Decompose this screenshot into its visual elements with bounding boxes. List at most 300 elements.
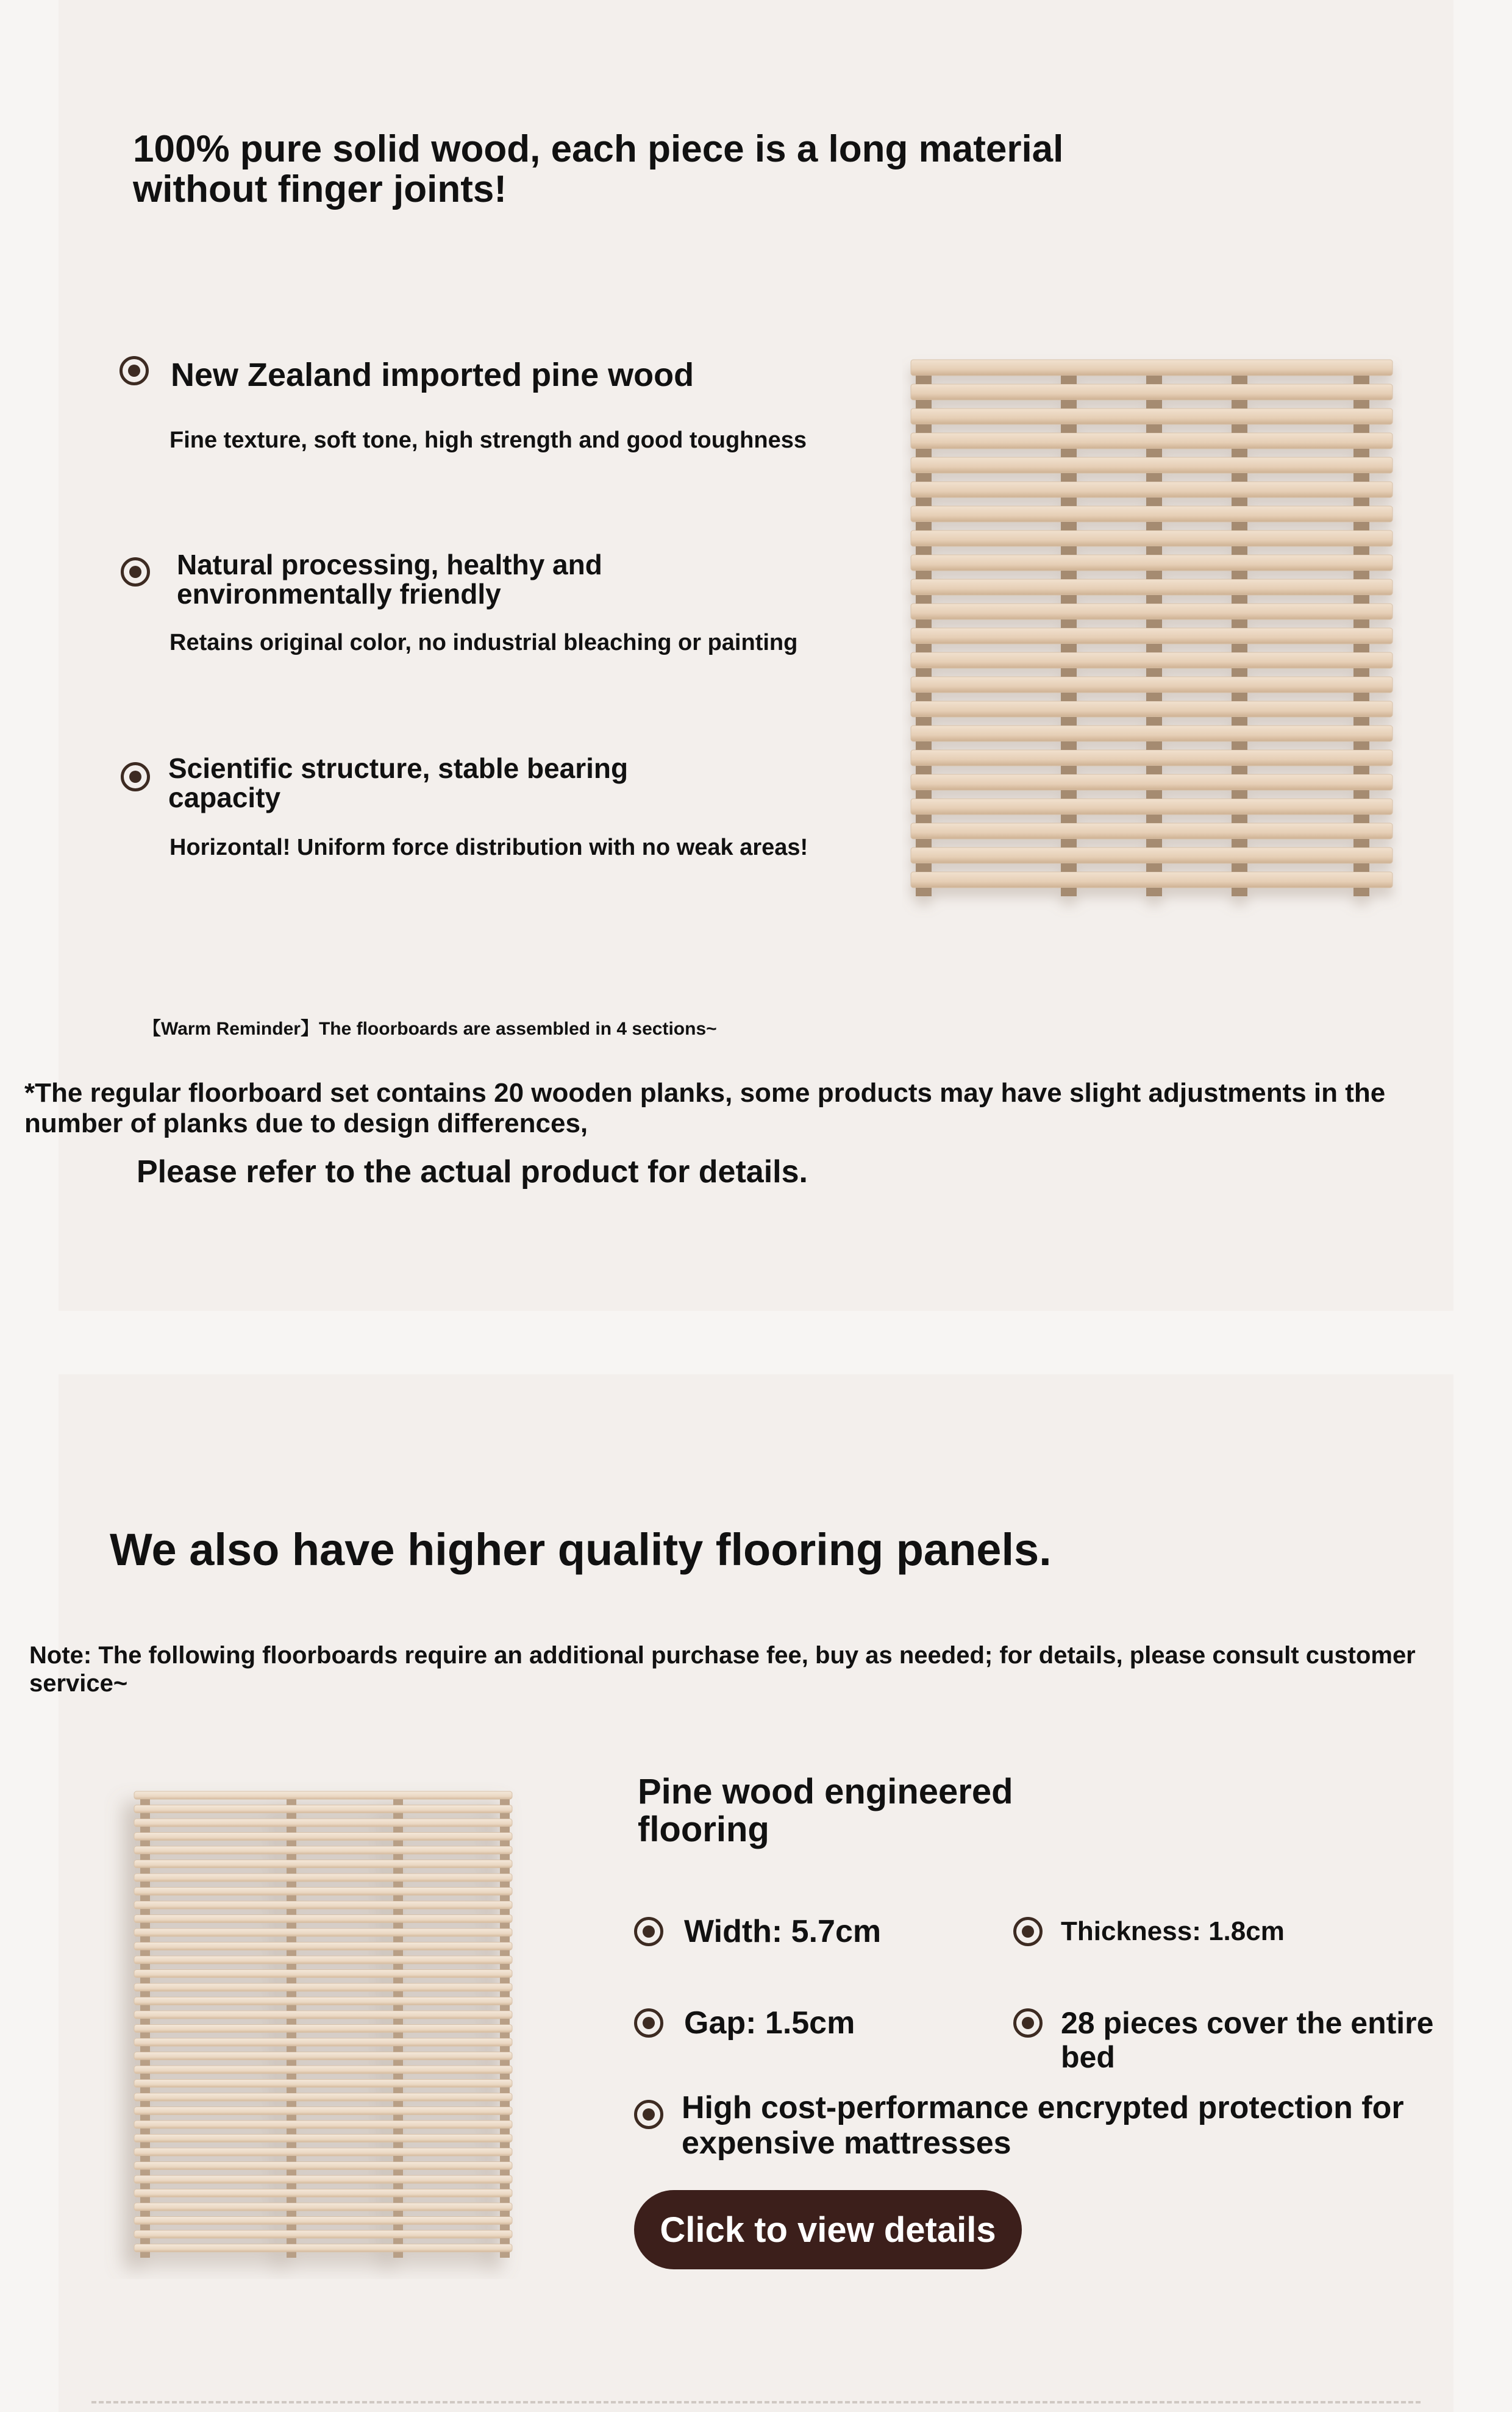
wood-rail-block <box>393 1868 403 1874</box>
wood-slat <box>134 1983 512 1991</box>
wood-rail-block <box>140 1841 150 1847</box>
wood-slat <box>134 2175 512 2183</box>
wood-rail-block <box>287 2046 296 2052</box>
wood-rail-block <box>500 2088 510 2094</box>
wood-rail-block <box>287 2060 296 2066</box>
wood-slat <box>911 701 1393 717</box>
wood-rail-block <box>393 1950 403 1957</box>
wood-rail-block <box>393 2019 403 2025</box>
wood-rail-block <box>1232 741 1247 750</box>
wood-rail-block <box>916 790 932 799</box>
wood-slat <box>911 847 1393 863</box>
view-details-button[interactable]: Click to view details <box>634 2190 1022 2269</box>
wood-rail-block <box>287 2019 296 2025</box>
wood-rail-block <box>393 1827 403 1833</box>
wood-rail-block <box>287 2197 296 2203</box>
wood-rail-block <box>1232 376 1247 384</box>
wood-slat <box>134 2230 512 2238</box>
wood-rail-block <box>1061 400 1077 409</box>
wood-rail-block <box>1146 815 1162 823</box>
wood-rail-block <box>500 2019 510 2025</box>
wood-rail-block <box>1232 668 1247 677</box>
wood-rail-block <box>393 2115 403 2121</box>
wood-rail-block <box>1232 400 1247 409</box>
wood-rail-block <box>1232 693 1247 701</box>
wood-rail-block <box>1353 766 1369 774</box>
wood-rail-block <box>140 1991 150 1997</box>
wood-rail-block <box>916 815 932 823</box>
wood-rail-block <box>287 1950 296 1957</box>
wood-rail-block <box>1146 449 1162 457</box>
wood-rail-block <box>393 1799 403 1805</box>
wood-rail-block <box>287 2252 296 2258</box>
wood-rail-block <box>500 2143 510 2149</box>
wood-rail-block <box>500 1882 510 1888</box>
wood-rail-block <box>1146 400 1162 409</box>
wood-rail-block <box>500 2128 510 2135</box>
refer-note: Please refer to the actual product for details. <box>137 1154 808 1190</box>
wood-rail-block <box>1353 571 1369 579</box>
wood-rail-block <box>287 1896 296 1902</box>
wood-rail-block <box>1232 424 1247 433</box>
radio-bullet-icon <box>634 1917 663 1946</box>
divider <box>91 2401 1421 2403</box>
wood-slat <box>134 2093 512 2101</box>
wood-rail-block <box>1353 595 1369 604</box>
wood-slat <box>911 652 1393 668</box>
wood-rail-block <box>500 1854 510 1860</box>
wood-rail-block <box>393 1936 403 1943</box>
wood-rail-block <box>1146 741 1162 750</box>
spec-pieces: 28 pieces cover the entire bed <box>1061 2006 1434 2074</box>
wood-rail-block <box>1061 863 1077 872</box>
wood-rail-block <box>1232 888 1247 896</box>
wood-rail-block <box>1146 668 1162 677</box>
wood-slat <box>911 823 1393 839</box>
wood-rail-block <box>287 2115 296 2121</box>
wood-slat <box>134 2038 512 2046</box>
wood-rail-block <box>1061 376 1077 384</box>
wood-slat <box>134 1791 512 1799</box>
wood-rail-block <box>393 2183 403 2189</box>
wood-slat <box>911 799 1393 815</box>
wood-rail-block <box>140 2225 150 2231</box>
wood-rail-block <box>916 863 932 872</box>
wood-rail-block <box>140 1882 150 1888</box>
wood-rail-block <box>500 2183 510 2189</box>
wood-slat <box>911 506 1393 522</box>
wood-slat <box>134 2217 512 2225</box>
wood-rail-block <box>393 2128 403 2135</box>
wood-rail-block <box>287 2156 296 2162</box>
wood-rail-block <box>1353 376 1369 384</box>
wood-rail-block <box>500 2225 510 2231</box>
wood-rail-block <box>1146 522 1162 530</box>
wood-rail-block <box>916 546 932 555</box>
wood-rail-block <box>1232 863 1247 872</box>
wood-rail-block <box>916 595 932 604</box>
wood-rail-block <box>140 2101 150 2107</box>
wood-rail-block <box>140 1813 150 1819</box>
wood-rail-block <box>1232 571 1247 579</box>
wood-slat <box>911 628 1393 644</box>
wood-rail-block <box>500 2238 510 2244</box>
wood-rail-block <box>500 2115 510 2121</box>
wood-slat <box>911 409 1393 424</box>
wood-rail-block <box>140 1827 150 1833</box>
wood-rail-block <box>1061 741 1077 750</box>
wood-rail-block <box>1146 424 1162 433</box>
wood-rail-block <box>393 2197 403 2203</box>
wood-slat <box>134 1819 512 1827</box>
wood-rail-block <box>1061 790 1077 799</box>
wood-rail-block <box>287 1841 296 1847</box>
wood-rail-block <box>500 1991 510 1997</box>
wood-rail-block <box>1061 473 1077 482</box>
wood-rail-block <box>1061 619 1077 628</box>
wood-slat <box>134 2244 512 2252</box>
wood-rail-block <box>140 2074 150 2080</box>
wood-rail-block <box>500 2170 510 2176</box>
wood-rail-block <box>287 2033 296 2039</box>
wood-rail-block <box>916 424 932 433</box>
wood-rail-block <box>393 2046 403 2052</box>
wood-rail-block <box>1232 717 1247 726</box>
feature-3-heading: Scientific structure, stable bearing capacity <box>168 752 629 813</box>
wood-rail-block <box>500 1950 510 1957</box>
wood-slat <box>911 579 1393 595</box>
wood-rail-block <box>1146 888 1162 896</box>
wood-rail-block <box>916 522 932 530</box>
wood-rail-block <box>916 766 932 774</box>
wood-slat <box>134 2025 512 2033</box>
wood-rail-block <box>1146 693 1162 701</box>
wood-rail-block <box>1353 400 1369 409</box>
wood-slat <box>134 2121 512 2128</box>
wood-rail-block <box>1353 473 1369 482</box>
wood-rail-block <box>393 2088 403 2094</box>
wood-rail-block <box>1061 571 1077 579</box>
wood-rail-block <box>393 1841 403 1847</box>
wood-rail-block <box>500 1799 510 1805</box>
wood-rail-block <box>393 2252 403 2258</box>
wood-rail-block <box>140 1978 150 1984</box>
wood-rail-block <box>140 1950 150 1957</box>
wood-rail-block <box>140 2143 150 2149</box>
warm-reminder: 【Warm Reminder】The floorboards are assembled in 4 sections~ <box>143 1019 717 1039</box>
wood-rail-block <box>287 2225 296 2231</box>
wood-rail-block <box>500 1978 510 1984</box>
wood-rail-block <box>1353 668 1369 677</box>
wood-rail-block <box>500 1909 510 1915</box>
wood-rail-block <box>1353 522 1369 530</box>
wood-slat <box>911 774 1393 790</box>
wood-slat <box>134 1833 512 1841</box>
wood-rail-block <box>1146 839 1162 847</box>
wood-rail-block <box>140 1936 150 1943</box>
wood-rail-block <box>1146 766 1162 774</box>
wood-slat <box>911 360 1393 376</box>
wood-rail-block <box>1061 498 1077 506</box>
wood-rail-block <box>916 717 932 726</box>
wood-rail-block <box>500 1923 510 1929</box>
wood-rail-block <box>500 2252 510 2258</box>
wood-rail-block <box>287 1936 296 1943</box>
wood-rail-block <box>287 2238 296 2244</box>
wood-slat <box>911 555 1393 571</box>
wood-rail-block <box>916 619 932 628</box>
wood-slat <box>134 1943 512 1950</box>
section1-title: 100% pure solid wood, each piece is a long material without finger joints! <box>133 128 1064 210</box>
wood-rail-block <box>916 693 932 701</box>
wood-rail-block <box>393 1923 403 1929</box>
wood-rail-block <box>393 2238 403 2244</box>
wood-slat <box>134 2162 512 2170</box>
wood-slat <box>911 604 1393 619</box>
wood-rail-block <box>1232 644 1247 652</box>
wood-slat <box>911 677 1393 693</box>
wood-rail-block <box>1061 522 1077 530</box>
wood-rail-block <box>393 1909 403 1915</box>
radio-bullet-icon <box>1013 1917 1043 1946</box>
wood-rail-block <box>287 1978 296 1984</box>
wood-rail-block <box>1061 546 1077 555</box>
wood-rail-block <box>1146 717 1162 726</box>
wood-rail-block <box>287 2211 296 2217</box>
wood-rail-block <box>500 1813 510 1819</box>
wood-slat <box>134 1901 512 1909</box>
wood-rail-block <box>287 2143 296 2149</box>
wood-rail-block <box>140 2252 150 2258</box>
wood-rail-block <box>500 2156 510 2162</box>
wood-rail-block <box>1146 571 1162 579</box>
radio-bullet-icon <box>1013 2008 1043 2038</box>
wood-rail-block <box>287 2128 296 2135</box>
wood-rail-block <box>1146 376 1162 384</box>
wood-rail-block <box>140 1799 150 1805</box>
spec-width: Width: 5.7cm <box>684 1914 882 1949</box>
wood-slat <box>911 433 1393 449</box>
wood-rail-block <box>500 2046 510 2052</box>
wood-rail-block <box>1232 619 1247 628</box>
extra-fee-note: Note: The following floorboards require an additional purchase fee, buy as needed; for details, please consult customer service~ <box>29 1642 1416 1697</box>
wood-slat <box>911 530 1393 546</box>
wood-rail-block <box>1146 595 1162 604</box>
wood-rail-block <box>916 376 932 384</box>
wood-rail-block <box>1061 717 1077 726</box>
feature-1-heading: New Zealand imported pine wood <box>171 357 694 393</box>
wood-slat <box>911 726 1393 741</box>
wood-slat <box>911 750 1393 766</box>
wood-rail-block <box>393 1813 403 1819</box>
wood-rail-block <box>500 2101 510 2107</box>
wood-rail-block <box>1232 449 1247 457</box>
wood-rail-block <box>140 1909 150 1915</box>
wood-rail-block <box>500 1964 510 1970</box>
wood-rail-block <box>140 2238 150 2244</box>
wood-rail-block <box>916 449 932 457</box>
wood-rail-block <box>287 1854 296 1860</box>
wood-rail-block <box>287 1813 296 1819</box>
wood-rail-block <box>1232 473 1247 482</box>
wood-rail-block <box>393 1882 403 1888</box>
wood-rail-block <box>500 1841 510 1847</box>
wood-slat <box>134 2011 512 2019</box>
wood-rail-block <box>287 2170 296 2176</box>
wood-rail-block <box>1232 815 1247 823</box>
wood-rail-block <box>1353 863 1369 872</box>
wood-rail-block <box>1232 595 1247 604</box>
wood-slat <box>134 1997 512 2005</box>
spec-protection: High cost-performance encrypted protection for expensive mattresses <box>682 2090 1404 2161</box>
wood-slat <box>134 2107 512 2115</box>
wood-rail-block <box>1353 619 1369 628</box>
wood-rail-block <box>1061 424 1077 433</box>
wood-rail-block <box>500 2197 510 2203</box>
feature-1-desc: Fine texture, soft tone, high strength and good toughness <box>169 427 807 453</box>
wood-rail-block <box>140 1868 150 1874</box>
wood-rail-block <box>916 741 932 750</box>
feature-2-desc: Retains original color, no industrial bleaching or painting <box>169 630 798 655</box>
wood-rail-block <box>1061 766 1077 774</box>
wood-rail-block <box>287 1991 296 1997</box>
wood-rail-block <box>140 2019 150 2025</box>
wood-rail-block <box>287 2101 296 2107</box>
wood-rail-block <box>500 1896 510 1902</box>
wood-slat <box>911 457 1393 473</box>
wood-rail-block <box>287 1827 296 1833</box>
wood-rail-block <box>916 473 932 482</box>
wood-slat <box>134 2203 512 2211</box>
wood-rail-block <box>1146 619 1162 628</box>
section2-title: We also have higher quality flooring panels. <box>110 1524 1052 1575</box>
wood-slat <box>134 1915 512 1923</box>
wood-rail-block <box>393 1896 403 1902</box>
wood-rail-block <box>1232 546 1247 555</box>
wood-slat <box>134 1929 512 1936</box>
wood-rail-block <box>916 571 932 579</box>
wood-rail-block <box>1353 424 1369 433</box>
wood-rail-block <box>140 1896 150 1902</box>
wood-rail-block <box>140 2115 150 2121</box>
radio-bullet-icon <box>634 2100 663 2129</box>
floorboard-image <box>902 354 1402 921</box>
wood-slat <box>134 1956 512 1964</box>
wood-rail-block <box>393 2074 403 2080</box>
wood-rail-block <box>1146 546 1162 555</box>
wood-rail-block <box>140 2128 150 2135</box>
wood-rail-block <box>1061 668 1077 677</box>
wood-rail-block <box>1353 839 1369 847</box>
wood-slat <box>134 1805 512 1813</box>
wood-slat <box>134 2052 512 2060</box>
wood-rail-block <box>500 2211 510 2217</box>
wood-rail-block <box>287 2005 296 2011</box>
wood-rail-block <box>393 2005 403 2011</box>
wood-rail-block <box>1061 449 1077 457</box>
wood-rail-block <box>1146 644 1162 652</box>
wood-rail-block <box>393 1964 403 1970</box>
wood-rail-block <box>500 1936 510 1943</box>
wood-rail-block <box>1061 815 1077 823</box>
wood-rail-block <box>1232 522 1247 530</box>
radio-bullet-icon <box>119 356 149 385</box>
feature-2-heading: Natural processing, healthy and environmentally friendly <box>177 549 602 610</box>
wood-rail-block <box>287 2088 296 2094</box>
radio-bullet-icon <box>121 557 150 587</box>
wood-rail-block <box>916 644 932 652</box>
planks-note: *The regular floorboard set contains 20 wooden planks, some products may have slight adjustments in the number of planks due to design differences, <box>24 1078 1386 1138</box>
wood-rail-block <box>393 2101 403 2107</box>
wood-rail-block <box>1061 888 1077 896</box>
wood-rail-block <box>393 2060 403 2066</box>
wood-rail-block <box>1353 815 1369 823</box>
wood-rail-block <box>916 668 932 677</box>
wood-rail-block <box>500 2005 510 2011</box>
wood-rail-block <box>393 2170 403 2176</box>
wood-rail-block <box>916 888 932 896</box>
wood-rail-block <box>393 1854 403 1860</box>
wood-rail-block <box>140 2183 150 2189</box>
wood-rail-block <box>1353 888 1369 896</box>
wood-rail-block <box>287 1964 296 1970</box>
wood-rail-block <box>1353 449 1369 457</box>
wood-rail-block <box>140 2046 150 2052</box>
wood-rail-block <box>287 1868 296 1874</box>
feature-3-desc: Horizontal! Uniform force distribution with no weak areas! <box>169 835 808 860</box>
wood-rail-block <box>287 1799 296 1805</box>
wood-rail-block <box>500 2033 510 2039</box>
wood-rail-block <box>1353 741 1369 750</box>
wood-rail-block <box>140 1923 150 1929</box>
wood-rail-block <box>1232 498 1247 506</box>
wood-rail-block <box>500 2060 510 2066</box>
wood-rail-block <box>1353 498 1369 506</box>
wood-rail-block <box>1353 717 1369 726</box>
wood-rail-block <box>393 2156 403 2162</box>
wood-slat <box>134 1846 512 1854</box>
wood-rail-block <box>1061 693 1077 701</box>
radio-bullet-icon <box>121 762 150 791</box>
wood-rail-block <box>1353 546 1369 555</box>
wood-rail-block <box>1146 790 1162 799</box>
wood-rail-block <box>393 1978 403 1984</box>
wood-rail-block <box>1146 473 1162 482</box>
radio-bullet-icon <box>634 2008 663 2038</box>
wood-slat <box>134 2135 512 2143</box>
wood-rail-block <box>393 2225 403 2231</box>
wood-slat <box>134 1860 512 1868</box>
spec-gap: Gap: 1.5cm <box>684 2005 855 2041</box>
wood-rail-block <box>916 839 932 847</box>
wood-rail-block <box>140 2197 150 2203</box>
wood-rail-block <box>393 1991 403 1997</box>
wood-rail-block <box>916 400 932 409</box>
wood-rail-block <box>140 2060 150 2066</box>
wood-rail-block <box>1232 839 1247 847</box>
wood-rail-block <box>1232 766 1247 774</box>
wood-rail-block <box>287 1923 296 1929</box>
wood-rail-block <box>393 2143 403 2149</box>
wood-slat <box>134 1970 512 1978</box>
product-name: Pine wood engineered flooring <box>638 1772 1013 1849</box>
wood-rail-block <box>1061 644 1077 652</box>
wood-rail-block <box>1232 790 1247 799</box>
wood-rail-block <box>1353 644 1369 652</box>
wood-rail-block <box>1146 863 1162 872</box>
wood-rail-block <box>287 1909 296 1915</box>
wood-rail-block <box>140 1964 150 1970</box>
